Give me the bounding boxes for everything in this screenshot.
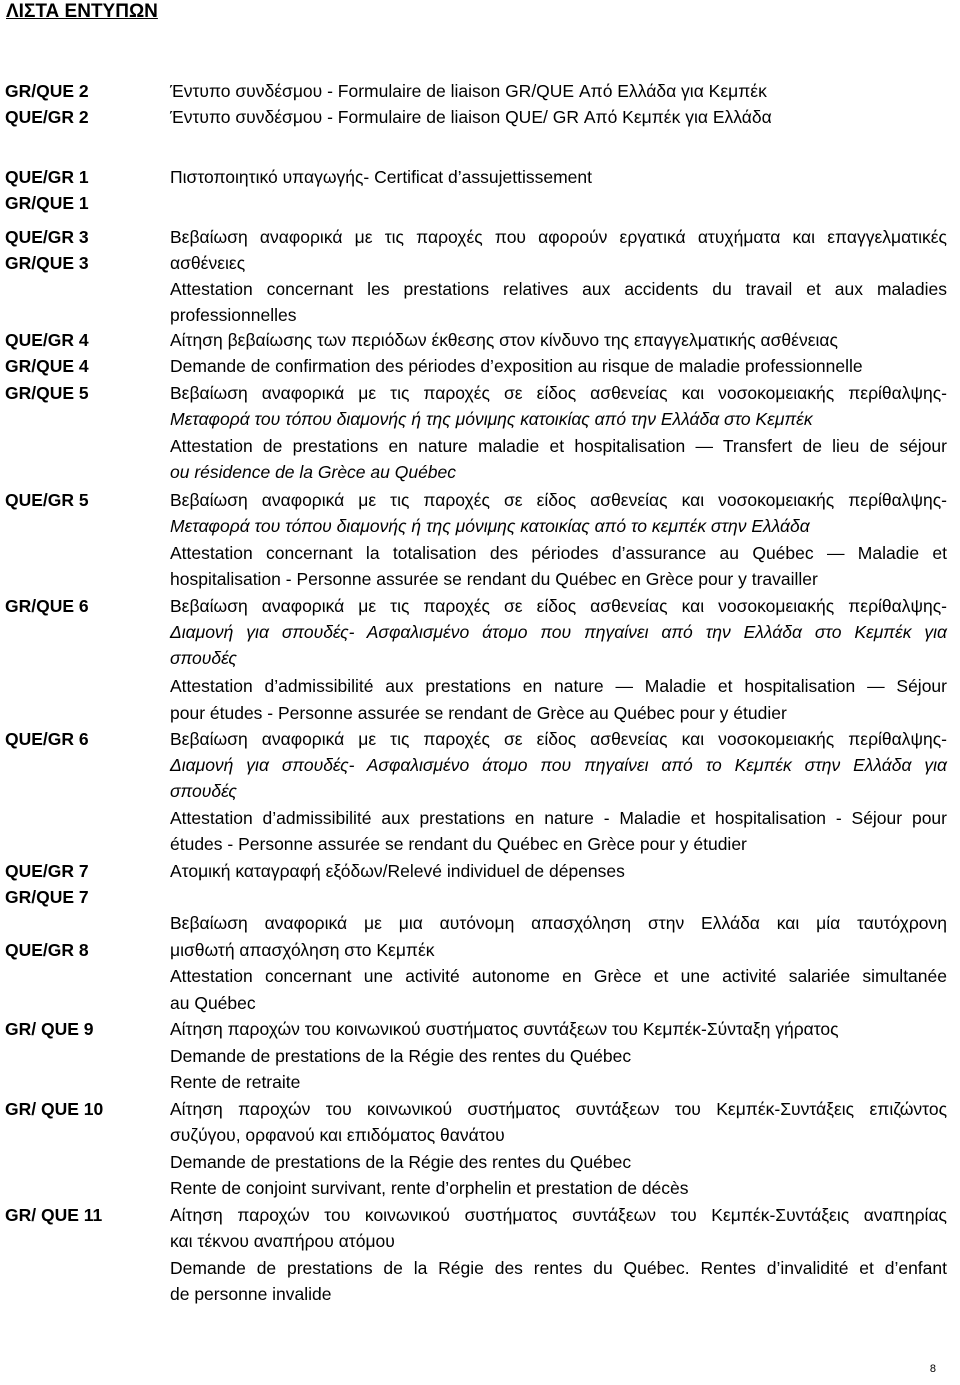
form-description-line: Attestation concernant les prestations relatives aux accidents du travail et aux maladies <box>170 279 947 299</box>
form-description-line: Αίτηση βεβαίωσης των περιόδων έκθεσης στον κίνδυνο της επαγγελματικής ασθένειας <box>170 330 838 350</box>
form-description-line: Διαμονή για σπουδές- Ασφαλισμένο άτομο που πηγαίνει από το Κεμπέκ στην Ελλάδα για <box>170 755 947 775</box>
form-description-line: Attestation d’admissibilité aux prestations en nature — Maladie et hospitalisation — Séjour <box>170 676 947 696</box>
form-description-line: μισθωτή απασχόληση στο Κεμπέκ <box>170 940 435 960</box>
form-description-line: Βεβαίωση αναφορικά με τις παροχές που αφορούν εργατικά ατυχήματα και επαγγελματικές <box>170 227 947 247</box>
form-description-line: Demande de prestations de la Régie des rentes du Québec <box>170 1152 632 1172</box>
form-description-line: Demande de confirmation des périodes d’exposition au risque de maladie professionnelle <box>170 356 863 376</box>
page-number: 8 <box>929 1363 936 1375</box>
form-code: GR/QUE 1 <box>5 193 89 213</box>
form-description-line: de personne invalide <box>170 1284 332 1304</box>
form-description-line: Βεβαίωση αναφορικά με τις παροχές σε είδος ασθενείας και νοσοκομειακής περίθαλψης- <box>170 596 947 616</box>
form-code: GR/ QUE 11 <box>5 1205 103 1225</box>
form-code: GR/QUE 4 <box>5 356 89 376</box>
form-code: GR/ QUE 10 <box>5 1099 104 1119</box>
form-description-line: Αίτηση παροχών του κοινωνικού συστήματος συντάξεων του Κεμπέκ-Συντάξεις αναπηρίας <box>170 1205 947 1225</box>
form-code: GR/QUE 5 <box>5 383 89 403</box>
form-description-line: études - Personne assurée se rendant du Québec en Grèce pour y étudier <box>170 834 747 854</box>
form-code: QUE/GR 1 <box>5 167 89 187</box>
form-code: QUE/GR 6 <box>5 729 89 749</box>
form-description-line: Attestation concernant la totalisation des périodes d’assurance au Québec — Maladie et <box>170 543 947 563</box>
form-description-line: professionnelles <box>170 305 297 325</box>
form-code: GR/QUE 2 <box>5 81 89 101</box>
form-code: QUE/GR 3 <box>5 227 89 247</box>
form-description-line: Έντυπο συνδέσμου - Formulaire de liaison QUE/ GR Από Κεμπέκ για Ελλάδα <box>170 107 772 127</box>
form-description-line: σπουδές <box>170 781 237 801</box>
form-description-line: Έντυπο συνδέσμου - Formulaire de liaison GR/QUE Από Ελλάδα για Κεμπέκ <box>170 81 767 101</box>
form-code: QUE/GR 8 <box>5 940 89 960</box>
form-description-line: Βεβαίωση αναφορικά με τις παροχές σε είδος ασθενείας και νοσοκομειακής περίθαλψης- <box>170 490 947 510</box>
form-code: GR/QUE 7 <box>5 887 89 907</box>
form-description-line: Μεταφορά του τόπου διαμονής ή της μόνιμης κατοικίας από το κεμπέκ στην Ελλάδα <box>170 516 810 536</box>
form-description-line: και τέκνου αναπήρου ατόμου <box>170 1231 395 1251</box>
form-description-line: Attestation concernant une activité autonome en Grèce et une activité salariée simultanée <box>170 966 947 986</box>
form-description-line: hospitalisation - Personne assurée se rendant du Québec en Grèce pour y travailler <box>170 569 818 589</box>
form-code: GR/QUE 6 <box>5 596 89 616</box>
form-description-line: ou résidence de la Grèce au Québec <box>170 462 457 482</box>
page-title: ΛΙΣΤΑ ΕΝΤΥΠΩΝ <box>6 1 158 22</box>
form-description-line: Πιστοποιητικό υπαγωγής- Certificat d’assujettissement <box>170 167 592 187</box>
form-description-line: ασθένειες <box>170 253 246 273</box>
form-description-line: Rente de retraite <box>170 1072 301 1092</box>
form-description-line: Αίτηση παροχών του κοινωνικού συστήματος συντάξεων του Κεμπέκ-Συντάξεις επιζώντος <box>170 1099 947 1119</box>
form-description-line: Rente de conjoint survivant, rente d’orphelin et prestation de décès <box>170 1178 689 1198</box>
form-description-line: Attestation de prestations en nature maladie et hospitalisation — Transfert de lieu de séjour <box>170 436 947 456</box>
form-description-line: Μεταφορά του τόπου διαμονής ή της μόνιμης κατοικίας από την Ελλάδα στο Κεμπέκ <box>170 409 813 429</box>
form-description-line: Ατομική καταγραφή εξόδων/Relevé individuel de dépenses <box>170 861 625 881</box>
form-description-line: Διαμονή για σπουδές- Ασφαλισμένο άτομο που πηγαίνει από την Ελλάδα στο Κεμπέκ για <box>170 622 947 642</box>
form-code: QUE/GR 5 <box>5 490 89 510</box>
form-description-line: Βεβαίωση αναφορικά με τις παροχές σε είδος ασθενείας και νοσοκομειακής περίθαλψης- <box>170 383 947 403</box>
form-description-line: συζύγου, ορφανού και επιδόματος θανάτου <box>170 1125 505 1145</box>
form-code: QUE/GR 2 <box>5 107 89 127</box>
form-description-line: Attestation d’admissibilité aux prestations en nature - Maladie et hospitalisation - Séjour pour <box>170 808 947 828</box>
form-description-line: pour études - Personne assurée se rendant de Grèce au Québec pour y étudier <box>170 703 787 723</box>
form-code: GR/QUE 3 <box>5 253 89 273</box>
form-description-line: σπουδές <box>170 648 237 668</box>
form-description-line: Demande de prestations de la Régie des rentes du Québec. Rentes d’invalidité et d’enfant <box>170 1258 947 1278</box>
form-code: QUE/GR 7 <box>5 861 89 881</box>
form-description-line: au Québec <box>170 993 256 1013</box>
form-description-line: Demande de prestations de la Régie des rentes du Québec <box>170 1046 632 1066</box>
form-code: QUE/GR 4 <box>5 330 89 350</box>
form-description-line: Αίτηση παροχών του κοινωνικού συστήματος συντάξεων του Κεμπέκ-Σύνταξη γήρατος <box>170 1019 839 1039</box>
form-description-line: Βεβαίωση αναφορικά με μια αυτόνομη απασχόληση στην Ελλάδα και μία ταυτόχρονη <box>170 913 947 933</box>
form-code: GR/ QUE 9 <box>5 1019 94 1039</box>
form-description-line: Βεβαίωση αναφορικά με τις παροχές σε είδος ασθενείας και νοσοκομειακής περίθαλψης- <box>170 729 947 749</box>
